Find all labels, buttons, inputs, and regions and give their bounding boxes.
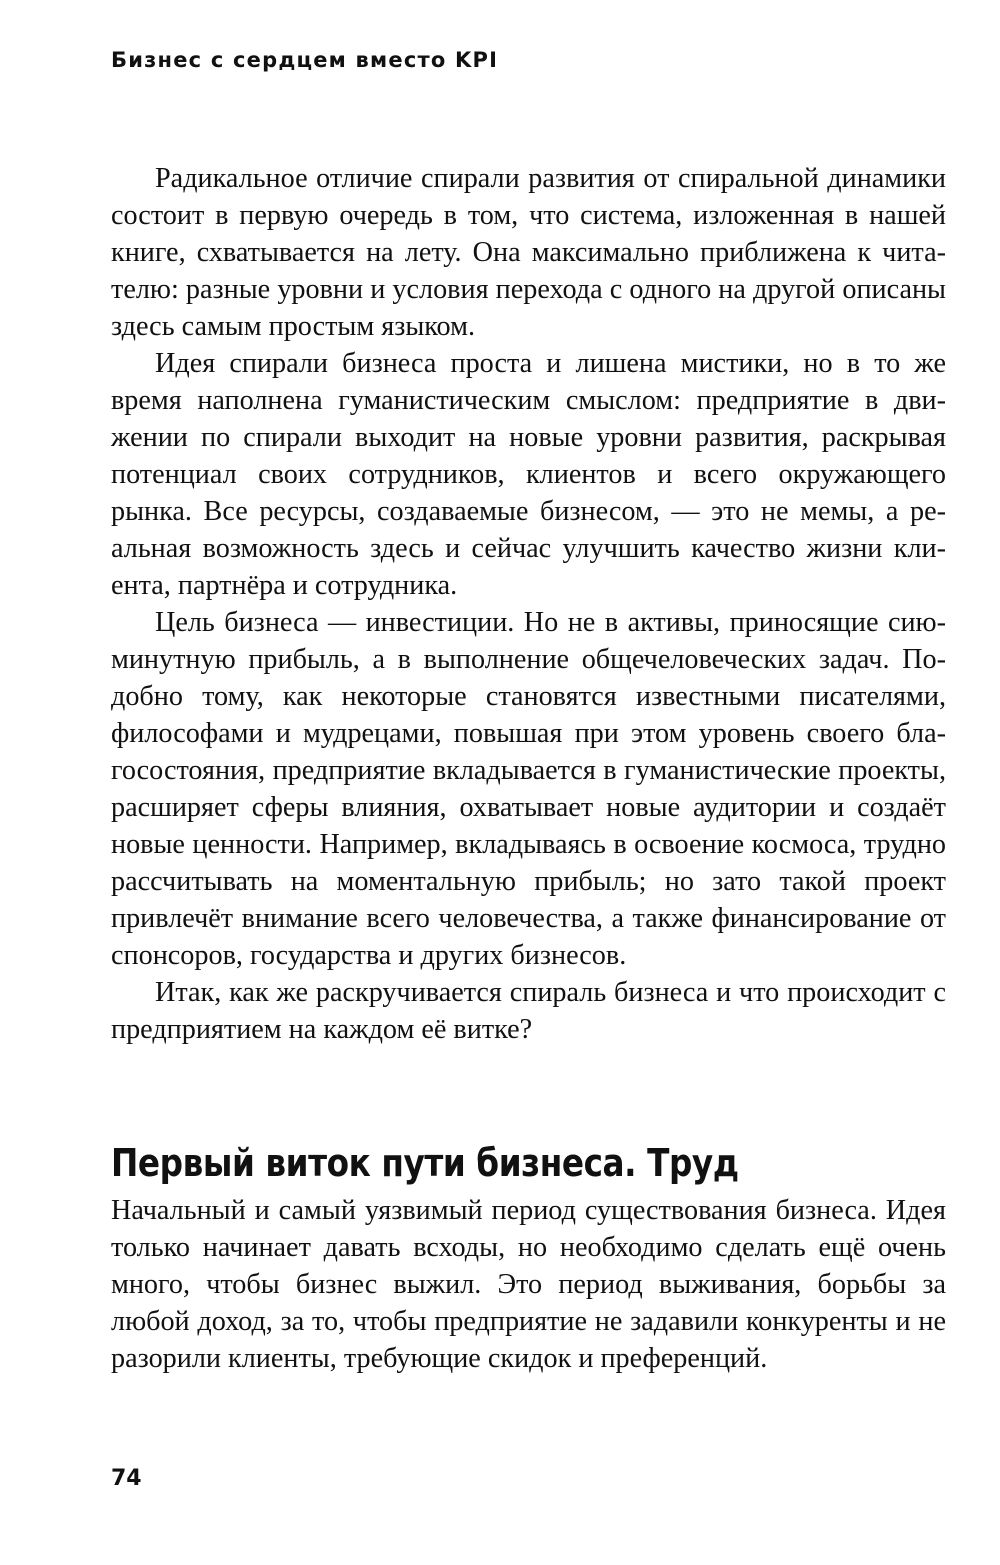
- paragraph-1: Радикальное отличие спирали развития от спиральной динамики состоит в первую очередь в том, что система, изложенная в нашей книге, схватывается на лету. Она максимально приближена к читателю: разные уровни и условия перехода с одного на другой описаны здесь самым простым языком.: [111, 163, 946, 342]
- body-text: [111, 160, 946, 1048]
- section-paragraph: Начальный и самый уязвимый период существования бизнеса. Идея только начинает давать всходы, но необходимо сделать ещё очень много, чтобы бизнес выжил. Это период выживания, борьбы за любой доход, за то, чтобы предприятие не задавили конкуренты и не разорили клиенты, требующие скидок и преференций.: [111, 1195, 946, 1374]
- paragraph-3: Цель бизнеса — инвестиции. Но не в активы, приносящие сиюминутную прибыль, а в выполнение общечеловеческих задач. Подобно тому, как некоторые становятся известными писателями, философами и мудрецами, повышая при этом уровень своего благосостояния, предприятие вкладывается в гуманистические проекты, расширяет сферы влияния, охватывает новые аудитории и создаёт новые ценности. Например, вкладываясь в освоение космоса, трудно рассчитывать на моментальную прибыль; но зато такой проект привлечёт внимание всего человечества, а также финансирование от спонсоров, государства и других бизнесов.: [111, 607, 946, 971]
- section-heading: Первый виток пути бизнеса. Труд: [111, 1141, 739, 1185]
- running-head: Бизнес с сердцем вместо KPI: [111, 48, 499, 72]
- paragraph-4: Итак, как же раскручивается спираль бизнеса и что происходит с предприятием на каждом её витке?: [111, 977, 946, 1045]
- paragraph-2: Идея спирали бизнеса проста и лишена мистики, но в то же время наполнена гуманистическим смыслом: предприятие в движении по спирали выходит на новые уровни развития, раскрывая потенциал своих сотрудников, клиентов и всего окружающего рынка. Все ресурсы, создаваемые бизнесом, — это не мемы, а реальная возможность здесь и сейчас улучшить качество жизни клиента, партнёра и сотрудника.: [111, 348, 946, 601]
- section-body: [111, 1192, 946, 1377]
- page-number: 74: [111, 1466, 142, 1491]
